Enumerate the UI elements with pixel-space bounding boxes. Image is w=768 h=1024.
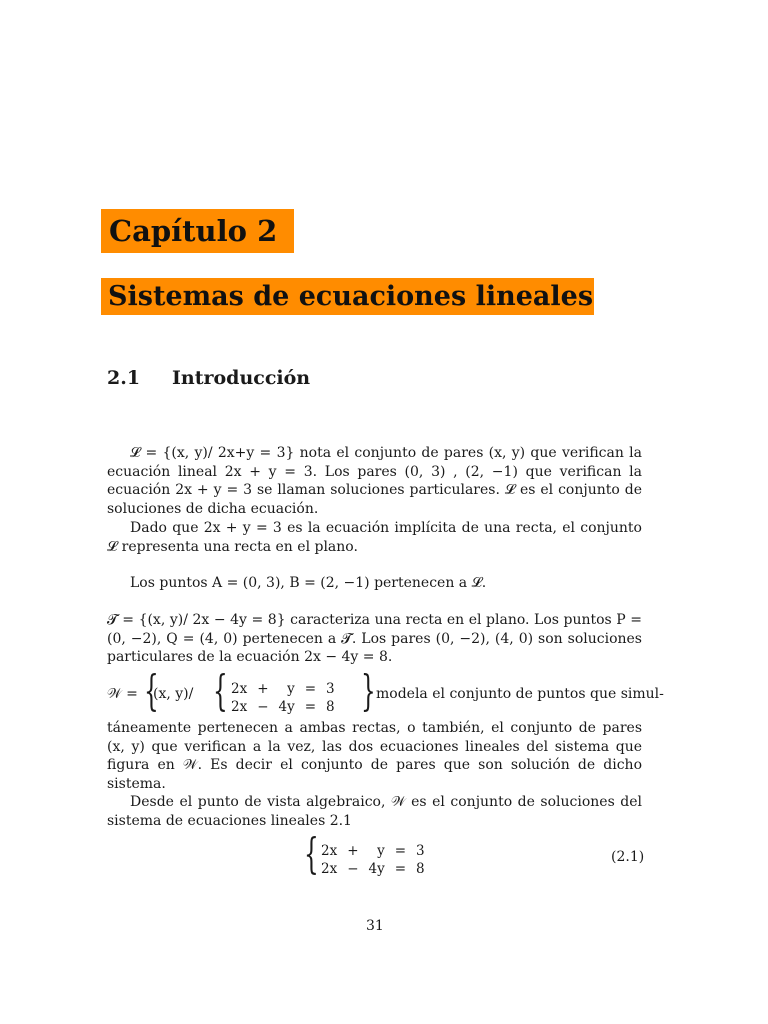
w-system-term-c: 8 xyxy=(326,698,335,715)
w-system-term-a: 2x xyxy=(231,698,248,715)
paragraph-3: Los puntos A = (0, 3), B = (2, −1) pertenecen a 𝓛. xyxy=(130,575,487,591)
left-brace-system: { xyxy=(304,829,319,878)
main-system-term-eq: = xyxy=(394,843,407,859)
w-system-term-eq: = xyxy=(304,681,317,697)
main-system-term-a: 2x xyxy=(321,843,338,859)
w-system-term-b: 4y xyxy=(278,698,295,715)
chapter-label: Capítulo 2 xyxy=(101,209,294,253)
main-system-term-b: 4y xyxy=(368,860,385,877)
section-number: 2.1 xyxy=(107,367,141,389)
w-system-row-1 xyxy=(226,681,340,699)
main-system-row-1 xyxy=(316,843,430,861)
w-system-term-b: y xyxy=(287,681,295,697)
w-prefix: 𝒲 = xyxy=(107,686,138,702)
left-brace-inner: { xyxy=(213,666,228,715)
right-brace-outer: } xyxy=(361,666,376,715)
main-system-term-c: 3 xyxy=(416,843,425,859)
paragraph-1: 𝓛 = {(x, y)/ 2x+y = 3} nota el conjunto de pares (x, y) que verifican la ecuación lineal 2x + y = 3. Los pares (0, 3) , (2, −1) que verifican la ecuación 2x + y = 3 se llaman soluciones particulares. 𝓛 es el conjunto de soluciones de dicha ecuación. xyxy=(107,445,642,517)
equation-number: (2.1) xyxy=(611,849,645,865)
w-system-equations xyxy=(226,681,340,716)
w-system-row-2 xyxy=(226,699,340,717)
main-system-term-b: y xyxy=(377,843,385,859)
w-system-term-op: − xyxy=(257,698,269,715)
w-system-term-op: + xyxy=(257,681,269,697)
w-system-term-eq: = xyxy=(304,698,317,715)
section-title: Introducción xyxy=(172,367,311,389)
system-2-1-equations xyxy=(316,843,430,878)
main-system-row-2 xyxy=(316,861,430,879)
main-system-term-c: 8 xyxy=(416,860,425,877)
w-system-term-c: 3 xyxy=(326,681,335,697)
paragraph-4: 𝓣 = {(x, y)/ 2x − 4y = 8} caracteriza una recta en el plano. Los puntos P = (0, −2), Q = (4, 0) pertenecen a 𝓣. Los pares (0, −2), (4, 0) son soluciones particulares de la ecuación 2x − 4y = 8. xyxy=(107,612,642,666)
paragraph-5: táneamente pertenecen a ambas rectas, o también, el conjunto de pares (x, y) que verifican a la vez, las dos ecuaciones lineales del sistema que figura en 𝒲. Es decir el conjunto de pares que son solución de dicho sistema. xyxy=(107,720,642,792)
main-system-term-a: 2x xyxy=(321,860,338,877)
w-description: modela el conjunto de puntos que simul- xyxy=(376,686,664,702)
main-system-term-eq: = xyxy=(394,860,407,877)
w-set-variable: (x, y)/ xyxy=(153,686,194,702)
page-number: 31 xyxy=(366,918,384,934)
left-brace-outer: { xyxy=(144,666,159,715)
w-system-term-a: 2x xyxy=(231,681,248,697)
paragraph-6: Desde el punto de vista algebraico, 𝒲 es el conjunto de soluciones del sistema de ecuaciones lineales 2.1 xyxy=(107,794,642,829)
paragraph-2: Dado que 2x + y = 3 es la ecuación implícita de una recta, el conjunto 𝓛 representa una recta en el plano. xyxy=(107,520,642,555)
chapter-title: Sistemas de ecuaciones lineales xyxy=(101,278,594,315)
main-system-term-op: + xyxy=(347,843,359,859)
main-system-term-op: − xyxy=(347,860,359,877)
